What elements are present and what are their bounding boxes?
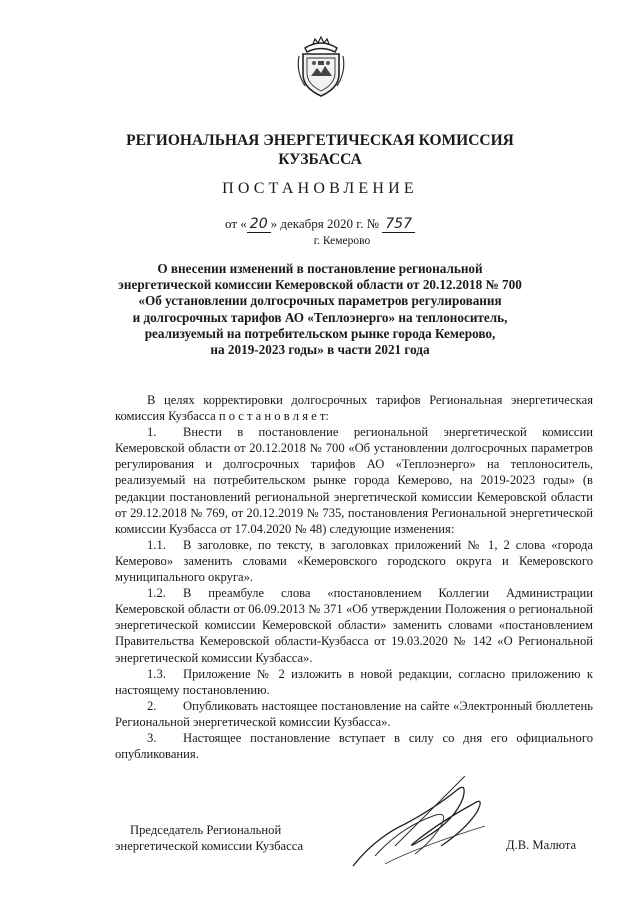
item-text: Внести в постановление региональной энергетической комиссии Кемеровской области от 20.12.2018 № 700 «Об установлении долгосрочных параметров регулирования и долгосрочных тарифов АО «Теплоэнерго» на теплоноситель, реализуемый на потребительском рынке города Кемерово, на 2019-2023 годы» (в редакции постановлений региональной энергетической комиссии Кемеровской области от 29.12.2018 № 769, от 20.12.2019 № 735, постановления Региональной энергетической комиссии Кузбасса от 17.04.2020 № 48) следующие изменения: [115,425,593,536]
item-number: 2. [147,698,157,713]
position-line2: энергетической комиссии Кузбасса [115,839,304,853]
item-number: 1.3. [147,666,166,681]
list-item [115,424,593,537]
title-line: «Об установлении долгосрочных параметров регулирования [138,293,502,309]
title-line: на 2019-2023 годы» в части 2021 года [210,342,430,358]
list-item [115,698,593,730]
item-text: Настоящее постановление вступает в силу со дня его официального опубликования. [115,730,593,762]
intro-paragraph: В целях корректировки долгосрочных тарифов Региональная энергетическая комиссия Кузбасса п о с т а н о в л я е т: [115,393,593,424]
item-number: 3. [147,730,157,745]
signatory-position [115,822,304,854]
organization-name-line2: КУЗБАССА [278,151,362,168]
item-text: В преамбуле слова «постановлением Коллегии Администрации Кемеровской области от 06.09.2013 № 371 «Об утверждении Положения о региональной энергетической комиссии Кемеровской области» заменить словами «постановлением Правительства Кемеровской области-Кузбасса от 19.03.2020 № 142 «О Региональной энергетической комиссии Кузбасса». [115,586,593,665]
handwritten-signature [345,768,495,878]
title-line: и долгосрочных тарифов АО «Теплоэнерго» на теплоноситель, [132,309,508,325]
title-line: реализуемый на потребительском рынке города Кемерово, [144,325,496,341]
document-type: ПОСТАНОВЛЕНИЕ [222,180,418,197]
title-line: О внесении изменений в постановление региональной [157,261,483,276]
list-item [115,585,593,665]
signatory-name: Д.В. Малюта [506,838,577,852]
date-middle: » декабря 2020 г. № [270,216,379,231]
date-prefix: от « [225,216,247,231]
item-text: В заголовке, по тексту, в заголовках приложений № 1, 2 слова «города Кемерово» заменить словами «Кемеровского городского округа и Кемеровского муниципального округа». [115,537,593,585]
coat-of-arms-icon [295,36,347,98]
item-text: Опубликовать настоящее постановление на сайте «Электронный бюллетень Региональной энергетической комиссии Кузбасса». [115,698,593,729]
list-item [115,730,593,762]
title-line: энергетической комиссии Кемеровской области от 20.12.2018 № 700 [118,277,522,293]
organization-name [0,131,640,169]
document-title [0,261,640,358]
item-text: Приложение № 2 изложить в новой редакции, согласно приложению к настоящему постановлению. [115,666,593,697]
handwritten-doc-number: 757 [382,216,415,233]
document-body [115,392,593,762]
item-number: 1. [147,425,157,440]
date-line [0,216,640,233]
list-item [115,537,593,585]
position-line1: Председатель Региональной [130,823,282,837]
item-number: 1.1. [147,537,166,552]
city: г. Кемерово [313,235,371,247]
handwritten-day: 20 [247,216,271,233]
item-number: 1.2. [147,586,166,601]
list-item [115,666,593,698]
organization-name-line1: РЕГИОНАЛЬНАЯ ЭНЕРГЕТИЧЕСКАЯ КОМИССИЯ [126,132,514,149]
